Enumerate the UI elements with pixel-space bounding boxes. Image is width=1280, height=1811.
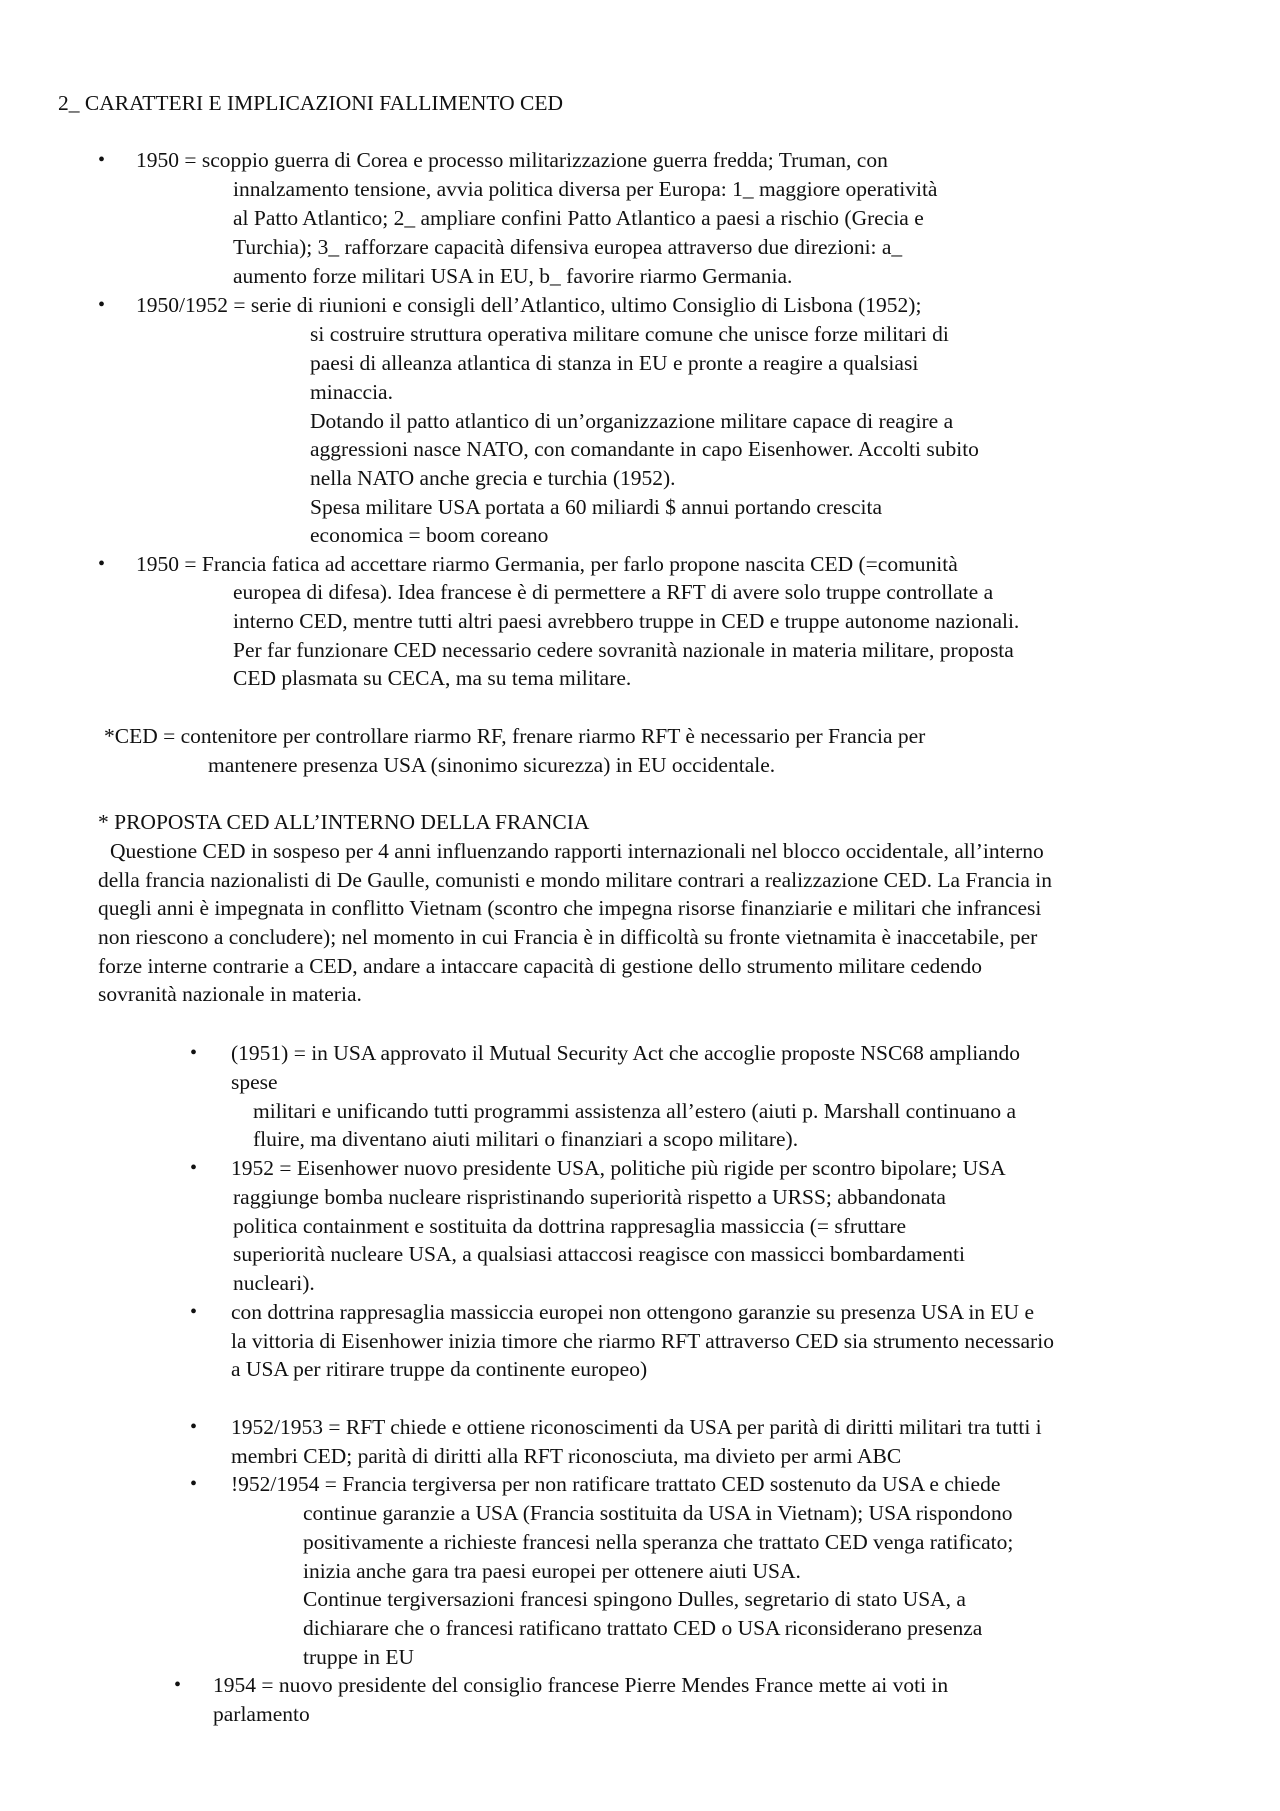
list-item-line: al Patto Atlantico; 2_ ampliare confini Patto Atlantico a paesi a rischio (Grecia e (233, 206, 924, 230)
bullet-icon: • (190, 1042, 198, 1064)
ced-note-line: mantenere presenza USA (sinonimo sicurezza) in EU occidentale. (208, 753, 776, 777)
list-item-line: paesi di alleanza atlantica di stanza in EU e pronte a reagire a qualsiasi (310, 351, 919, 375)
list-item-line: !952/1954 = Francia tergiversa per non ratificare trattato CED sostenuto da USA e chiede (231, 1472, 1001, 1496)
list-item-line: (1951) = in USA approvato il Mutual Security Act che accoglie proposte NSC68 ampliando (231, 1041, 1020, 1065)
list-item-line: a USA per ritirare truppe da continente europeo) (231, 1357, 648, 1381)
paragraph-line: della francia nazionalisti di De Gaulle, comunisti e mondo militare contrari a realizzazione CED. La Francia in (98, 868, 1052, 892)
list-item-line: la vittoria di Eisenhower inizia timore che riarmo RFT attraverso CED sia strumento necessario (231, 1329, 1054, 1353)
bullet-icon: • (190, 1157, 198, 1179)
list-item-line: militari e unificando tutti programmi assistenza all’estero (aiuti p. Marshall continuano a (253, 1099, 1017, 1123)
list-item-line: dichiarare che o francesi ratificano trattato CED o USA riconsiderano presenza (303, 1616, 983, 1640)
list-item-line: Turchia); 3_ rafforzare capacità difensiva europea attraverso due direzioni: a_ (233, 235, 903, 259)
list-item-line: si costruire struttura operativa militare comune che unisce forze militari di (310, 322, 949, 346)
list-item-line: aggressioni nasce NATO, con comandante in capo Eisenhower. Accolti subito (310, 437, 979, 461)
paragraph-line: non riescono a concludere); nel momento in cui Francia è in difficoltà su fronte vietnamita è inaccetabile, per (98, 925, 1038, 949)
bullet-icon: • (190, 1473, 198, 1495)
list-item-line: parlamento (213, 1702, 310, 1726)
list-item-line: spese (231, 1070, 278, 1094)
paragraph-line: sovranità nazionale in materia. (98, 982, 362, 1006)
list-item-line: interno CED, mentre tutti altri paesi avrebbero truppe in CED e truppe autonome nazionali. (233, 609, 1020, 633)
list-item-line: innalzamento tensione, avvia politica diversa per Europa: 1_ maggiore operatività (233, 177, 938, 201)
list-item-line: inizia anche gara tra paesi europei per ottenere aiuti USA. (303, 1559, 801, 1583)
list-item-line: aumento forze militari USA in EU, b_ favorire riarmo Germania. (233, 264, 793, 288)
list-item-line: 1950 = scoppio guerra di Corea e processo militarizzazione guerra fredda; Truman, con (136, 148, 888, 172)
list-item-line: continue garanzie a USA (Francia sostituita da USA in Vietnam); USA rispondono (303, 1501, 1013, 1525)
list-item-line: raggiunge bomba nucleare rispristinando superiorità rispetto a URSS; abbandonata (233, 1185, 946, 1209)
list-item-line: CED plasmata su CECA, ma su tema militare. (233, 666, 632, 690)
list-item-line: truppe in EU (303, 1645, 415, 1669)
list-item-line: nucleari). (233, 1271, 315, 1295)
list-item-line: Dotando il patto atlantico di un’organizzazione militare capace di reagire a (310, 409, 954, 433)
bullet-icon: • (174, 1674, 182, 1696)
list-item-line: nella NATO anche grecia e turchia (1952). (310, 466, 676, 490)
document-title: 2_ CARATTERI E IMPLICAZIONI FALLIMENTO CED (58, 91, 564, 115)
paragraph-line: forze interne contrarie a CED, andare a intaccare capacità di gestione dello strumento militare cedendo (98, 954, 983, 978)
list-item-line: Per far funzionare CED necessario cedere sovranità nazionale in materia militare, proposta (233, 638, 1014, 662)
list-item-line: minaccia. (310, 380, 393, 404)
ced-note-line: *CED = contenitore per controllare riarmo RF, frenare riarmo RFT è necessario per Francia per (104, 724, 926, 748)
list-item-line: Spesa militare USA portata a 60 miliardi $ annui portando crescita (310, 495, 882, 519)
list-item-line: positivamente a richieste francesi nella speranza che trattato CED venga ratificato; (303, 1530, 1014, 1554)
paragraph-line: Questione CED in sospeso per 4 anni influenzando rapporti internazionali nel blocco occidentale, all’interno (110, 839, 1044, 863)
bullet-icon: • (98, 553, 106, 575)
section-heading: * PROPOSTA CED ALL’INTERNO DELLA FRANCIA (98, 810, 590, 834)
list-item-line: politica containment e sostituita da dottrina rappresaglia massiccia (= sfruttare (233, 1214, 907, 1238)
list-item-line: 1950 = Francia fatica ad accettare riarmo Germania, per farlo propone nascita CED (=comunità (136, 552, 958, 576)
list-item-line: europea di difesa). Idea francese è di permettere a RFT di avere solo truppe controllate a (233, 580, 994, 604)
list-item-line: 1950/1952 = serie di riunioni e consigli dell’Atlantico, ultimo Consiglio di Lisbona (1952); (136, 293, 922, 317)
list-item-line: 1952/1953 = RFT chiede e ottiene riconoscimenti da USA per parità di diritti militari tra tutti i (231, 1415, 1042, 1439)
list-item-line: con dottrina rappresaglia massiccia europei non ottengono garanzie su presenza USA in EU e (231, 1300, 1034, 1324)
bullet-icon: • (190, 1301, 198, 1323)
list-item-line: 1954 = nuovo presidente del consiglio francese Pierre Mendes France mette ai voti in (213, 1673, 949, 1697)
bullet-icon: • (190, 1416, 198, 1438)
list-item-line: economica = boom coreano (310, 523, 549, 547)
list-item-line: membri CED; parità di diritti alla RFT riconosciuta, ma divieto per armi ABC (231, 1444, 902, 1468)
paragraph-line: quegli anni è impegnata in conflitto Vietnam (scontro che impegna risorse finanziarie e militari che infrancesi (98, 896, 1042, 920)
bullet-icon: • (98, 294, 106, 316)
list-item-line: fluire, ma diventano aiuti militari o finanziari a scopo militare). (253, 1127, 799, 1151)
list-item-line: 1952 = Eisenhower nuovo presidente USA, politiche più rigide per scontro bipolare; USA (231, 1156, 1006, 1180)
list-item-line: Continue tergiversazioni francesi spingono Dulles, segretario di stato USA, a (303, 1587, 966, 1611)
bullet-icon: • (98, 149, 106, 171)
list-item-line: superiorità nucleare USA, a qualsiasi attaccosi reagisce con massicci bombardamenti (233, 1242, 965, 1266)
